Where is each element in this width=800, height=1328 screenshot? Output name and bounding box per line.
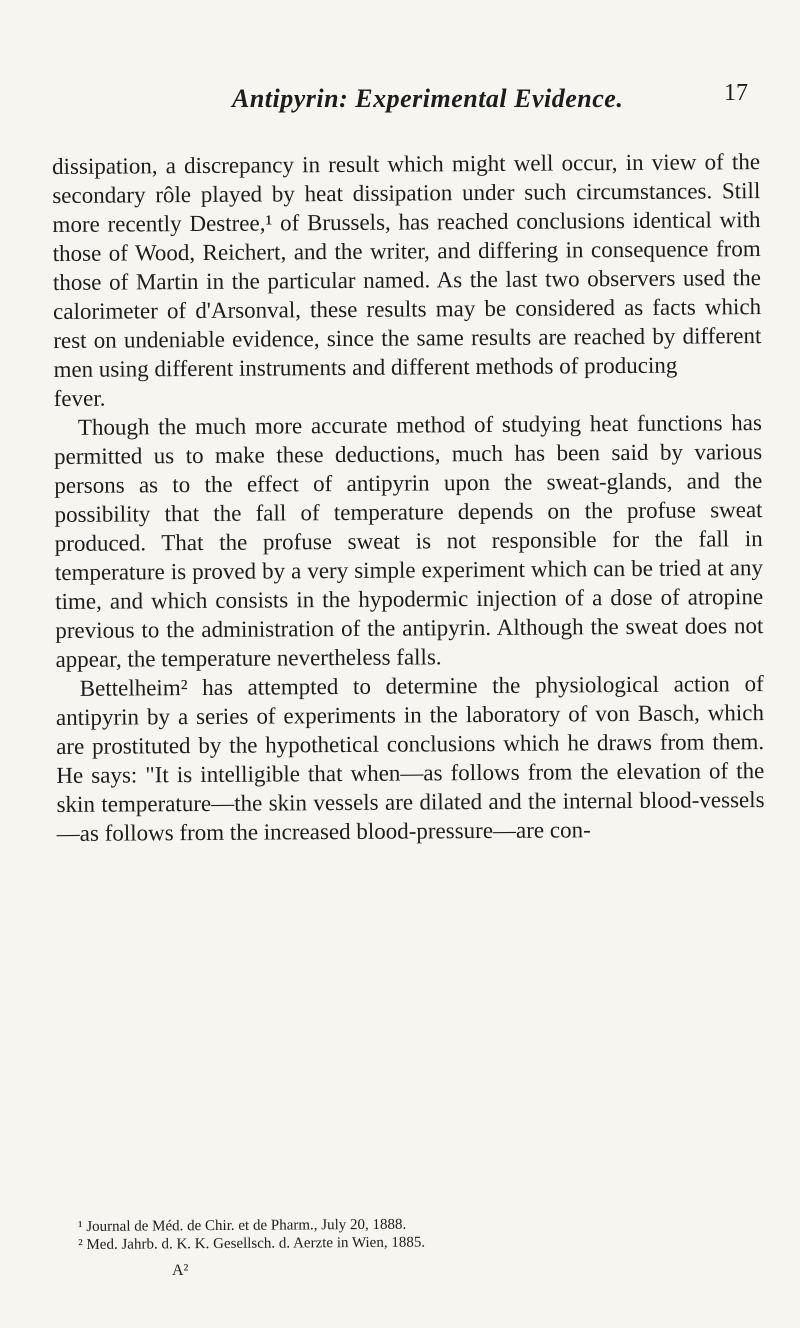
paragraph-1: dissipation, a discrepancy in result which might well occur, in view of the secondary rôle played by heat dissipation under such circumstances. Still more recently Destree,¹ of Brussels, has reached conclusions identical with those of Wood, Reichert, and the writer, and differing in consequence from those of Martin in the particular named. As the last two observers used the calorimeter of d'Arsonval, these results may be considered as facts which rest on undeniable evidence, since the same results are reached by different men using different instruments and different methods of producing (52, 149, 762, 382)
paragraph-1-end: fever. (53, 385, 106, 411)
paragraph-2: Though the much more accurate method of studying heat functions has permitted us to make these deductions, much has been said by various persons as to the effect of antipyrin upon the sweat-glands, and the possibility that the fall of temperature depends on the profuse sweat produced. That the profuse sweat is not responsible for the fall in temperature is proved by a very simple experiment which can be tried at any time, and which consists in the hypodermic injection of a dose of atropine previous to the administration of the antipyrin. Although the sweat does not appear, the temperature nevertheless falls. (54, 410, 764, 672)
page-header (232, 80, 748, 118)
running-head: Antipyrin: Experimental Evidence. (232, 84, 624, 113)
footnote-1: ¹ Journal de Méd. de Chir. et de Pharm., July 20, 1888. (78, 1216, 407, 1235)
body-text (52, 147, 765, 848)
footnote-2: ² Med. Jahrb. d. K. K. Gesellsch. d. Aerzte in Wien, 1885. (78, 1234, 426, 1253)
paragraph-3: Bettelheim² has attempted to determine the physiological action of antipyrin by a series of experiments in the laboratory of von Basch, which are prostituted by the hypothetical conclusions which he draws from them. He says: "It is intelligible that when—as follows from the elevation of the skin temperature—the skin vessels are dilated and the internal blood-vessels—as follows from the increased blood-pressure—are con- (55, 671, 765, 846)
footnotes (78, 1214, 718, 1254)
page-number: 17 (724, 80, 748, 106)
signature-mark: A² (172, 1262, 189, 1279)
